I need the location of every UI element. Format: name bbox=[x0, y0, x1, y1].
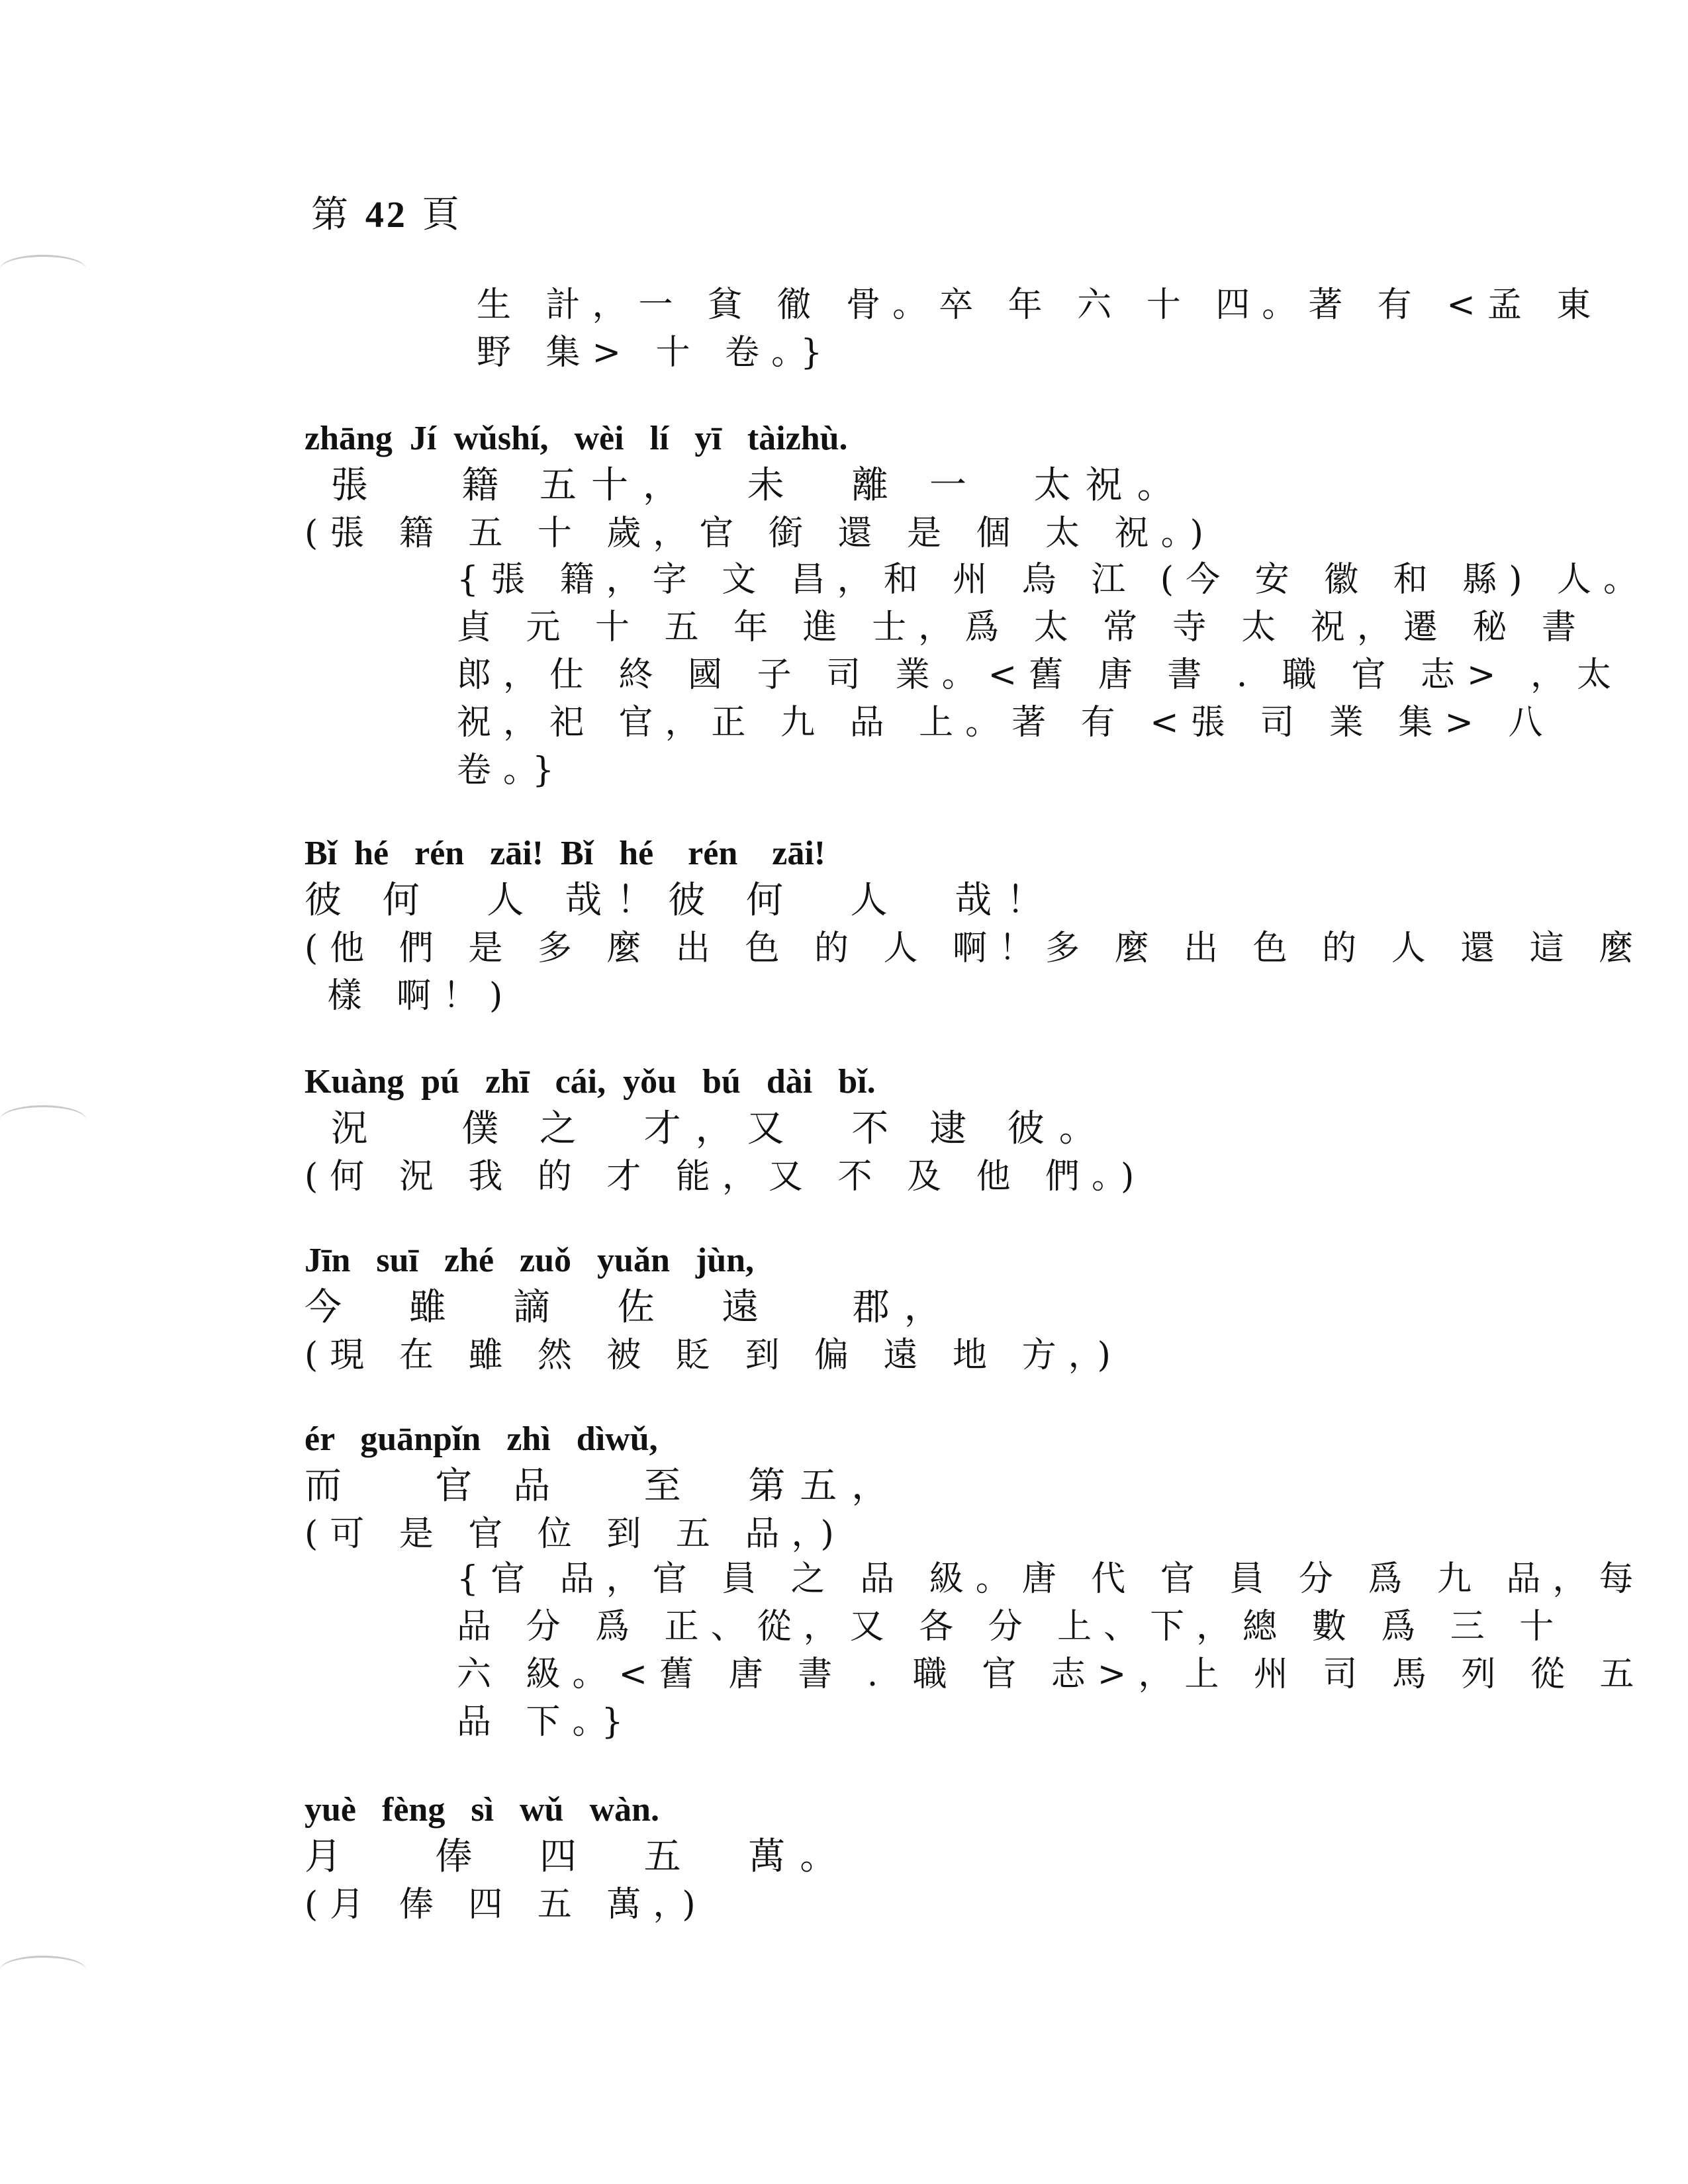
hanzi-line: 彼 何 人 哉！彼 何 人 哉！ bbox=[305, 879, 1058, 922]
continued-note bbox=[477, 281, 1603, 377]
binder-mark-bottom bbox=[0, 1956, 86, 1984]
page-header-suffix: 頁 bbox=[422, 193, 462, 236]
translation-line: (可 是 官 位 到 五 品，) bbox=[305, 1514, 846, 1554]
note-line: 郎，仕 終 國 子 司 業。<舊 唐 書 . 職 官 志> ，太 bbox=[457, 655, 1624, 695]
pinyin-line: Kuàng pú zhī cái, yǒu bú dài bǐ. bbox=[305, 1063, 876, 1101]
note-line: {張 籍，字 文 昌，和 州 烏 江 (今 安 徽 和 縣) 人。 bbox=[457, 560, 1650, 600]
entry-zhang-ji bbox=[305, 416, 1430, 557]
page-header-prefix: 第 bbox=[311, 193, 351, 236]
pinyin-line: Bǐ hé rén zāi! Bǐ hé rén zāi! bbox=[305, 835, 826, 872]
note-line: {官 品，官 員 之 品 級。唐 代 官 員 分 爲 九 品，每 bbox=[457, 1559, 1646, 1599]
binder-mark-top bbox=[0, 255, 86, 283]
entry-yue-feng bbox=[305, 1787, 1430, 1929]
pinyin-line: Jīn suī zhé zuǒ yuǎn jùn, bbox=[305, 1242, 755, 1279]
note-line: 卷。} bbox=[457, 751, 567, 790]
note-line: 野 集> 十 卷。} bbox=[477, 333, 835, 373]
translation-line: 樣 啊！) bbox=[305, 976, 515, 1016]
translation-line: (月 俸 四 五 萬，) bbox=[305, 1885, 708, 1925]
note-line: 品 分 爲 正、從，又 各 分 上、下，總 數 爲 三 十 bbox=[457, 1607, 1566, 1647]
entry-jin-sui-zhe-zuo bbox=[305, 1238, 1430, 1379]
translation-line: (張 籍 五 十 歲，官 銜 還 是 個 太 祝。) bbox=[305, 514, 1215, 553]
hanzi-line: 而 官 品 至 第五， bbox=[305, 1465, 904, 1508]
page-number: 42 bbox=[365, 195, 408, 236]
hanzi-line: 況 僕 之 才，又 不 逮 彼。 bbox=[305, 1107, 1111, 1150]
pinyin-line: yuè fèng sì wǔ wàn. bbox=[305, 1791, 659, 1829]
entry-er-guanpin bbox=[305, 1416, 1430, 1558]
note-zhang-ji bbox=[457, 556, 1650, 794]
note-line: 貞 元 十 五 年 進 士，爲 太 常 寺 太 祝，遷 秘 書 bbox=[457, 608, 1588, 647]
note-line: 六 級。<舊 唐 書 . 職 官 志>，上 州 司 馬 列 從 五 bbox=[457, 1655, 1646, 1694]
hanzi-line: 月 俸 四 五 萬。 bbox=[305, 1835, 852, 1878]
note-line: 品 下。} bbox=[457, 1702, 635, 1742]
note-line: 祝，祀 官，正 九 品 上。著 有 <張 司 業 集> 八 bbox=[457, 703, 1555, 743]
hanzi-line: 今 雖 謫 佐 遠 郡， bbox=[305, 1286, 956, 1329]
hanzi-line: 張 籍 五十， 未 離 一 太祝。 bbox=[305, 464, 1189, 507]
page-header bbox=[311, 185, 462, 238]
translation-line: (何 況 我 的 才 能，又 不 及 他 們。) bbox=[305, 1157, 1147, 1197]
translation-line: (他 們 是 多 麼 出 色 的 人 啊！多 麼 出 色 的 人 還 這 麼 bbox=[305, 929, 1646, 968]
translation-line: (現 在 雖 然 被 貶 到 偏 遠 地 方，) bbox=[305, 1336, 1123, 1375]
entry-bi-he-ren-zai bbox=[305, 831, 1646, 1020]
note-guanpin bbox=[457, 1555, 1646, 1746]
binder-mark-middle bbox=[0, 1105, 86, 1134]
note-line: 生 計，一 貧 徹 骨。卒 年 六 十 四。著 有 <孟 東 bbox=[477, 285, 1603, 325]
pinyin-line: zhāng Jí wǔshí, wèi lí yī tàizhù. bbox=[305, 420, 848, 457]
pinyin-line: ér guānpǐn zhì dìwǔ, bbox=[305, 1420, 658, 1458]
entry-kuang-pu-zhi-cai bbox=[305, 1059, 1430, 1201]
